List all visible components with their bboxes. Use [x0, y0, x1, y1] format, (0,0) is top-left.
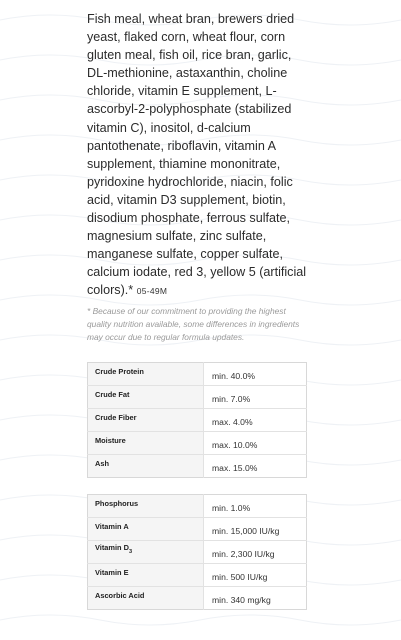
- nutrient-value: min. 7.0%: [204, 385, 307, 408]
- nutrient-value: min. 340 mg/kg: [212, 594, 271, 605]
- nutrient-label: Crude Fiber: [88, 408, 204, 431]
- nutrient-label: Vitamin A: [88, 517, 204, 540]
- ingredients-disclaimer: * Because of our commitment to providing the highest quality nutrition available, some differences in ingredients may occur due to regular formula updates.: [87, 305, 300, 342]
- nutrient-label: Crude Protein: [88, 362, 204, 385]
- table-row: [88, 563, 307, 586]
- nutrient-label: Moisture: [88, 431, 204, 454]
- table-row: [88, 385, 307, 408]
- table-row: [88, 408, 307, 431]
- table-row: [88, 586, 307, 609]
- nutrient-label: Vitamin E: [88, 563, 204, 586]
- table-row: [88, 431, 307, 454]
- nutrient-value: min. 15,000 IU/kg: [204, 517, 307, 540]
- table-row: [88, 362, 307, 385]
- table-row: [88, 540, 307, 563]
- nutrient-label: Crude Fat: [88, 385, 204, 408]
- nutrient-label: Vitamin $D_3$: [88, 540, 204, 563]
- formula-code: 05-49M: [136, 286, 168, 297]
- nutrient-label: Ascorbic Acid: [88, 586, 204, 609]
- nutrient-value: max. 4.0%: [204, 408, 307, 431]
- nutrient-label: Ash: [88, 454, 204, 477]
- nutrient-value: max. 10.0%: [204, 431, 307, 454]
- nutrient-value: min. 500 IU/kg: [204, 563, 307, 586]
- nutrient-value: max. 15.0%: [212, 462, 258, 473]
- subscript: 3: [128, 548, 133, 555]
- guaranteed-analysis-table: [87, 362, 307, 478]
- ingredients-text: Fish meal, wheat bran, brewers dried yeast, flaked corn, wheat flour, corn gluten meal, fish oil, rice bran, garlic, DL-methionine, astaxanthin, choline chloride, vitamin E supplement, L-ascorbyl-2-polyphosphate (stabilized vitamin C), inositol, d-calcium pantothenate, riboflavin, vitamin A supplement, thiamine mononitrate, pyridoxine hydrochloride, niacin, folic acid, vitamin D3 supplement, biotin, disodium phosphate, ferrous sulfate, magnesium sulfate, zinc sulfate, manganese sulfate, copper sulfate, calcium iodate, red 3, yellow 5 (artificial colors).*: [87, 12, 307, 298]
- additional-analysis-table: [87, 494, 307, 610]
- nutrient-value: min. 1.0%: [204, 494, 307, 517]
- table-row: [88, 517, 307, 540]
- table-row: [88, 454, 307, 477]
- nutrient-value: min. 40.0%: [204, 362, 307, 385]
- nutrient-label: Phosphorus: [88, 494, 204, 517]
- ingredients-list: [87, 10, 312, 301]
- nutrient-value: min. 2,300 IU/kg: [204, 540, 307, 563]
- table-row: [88, 494, 307, 517]
